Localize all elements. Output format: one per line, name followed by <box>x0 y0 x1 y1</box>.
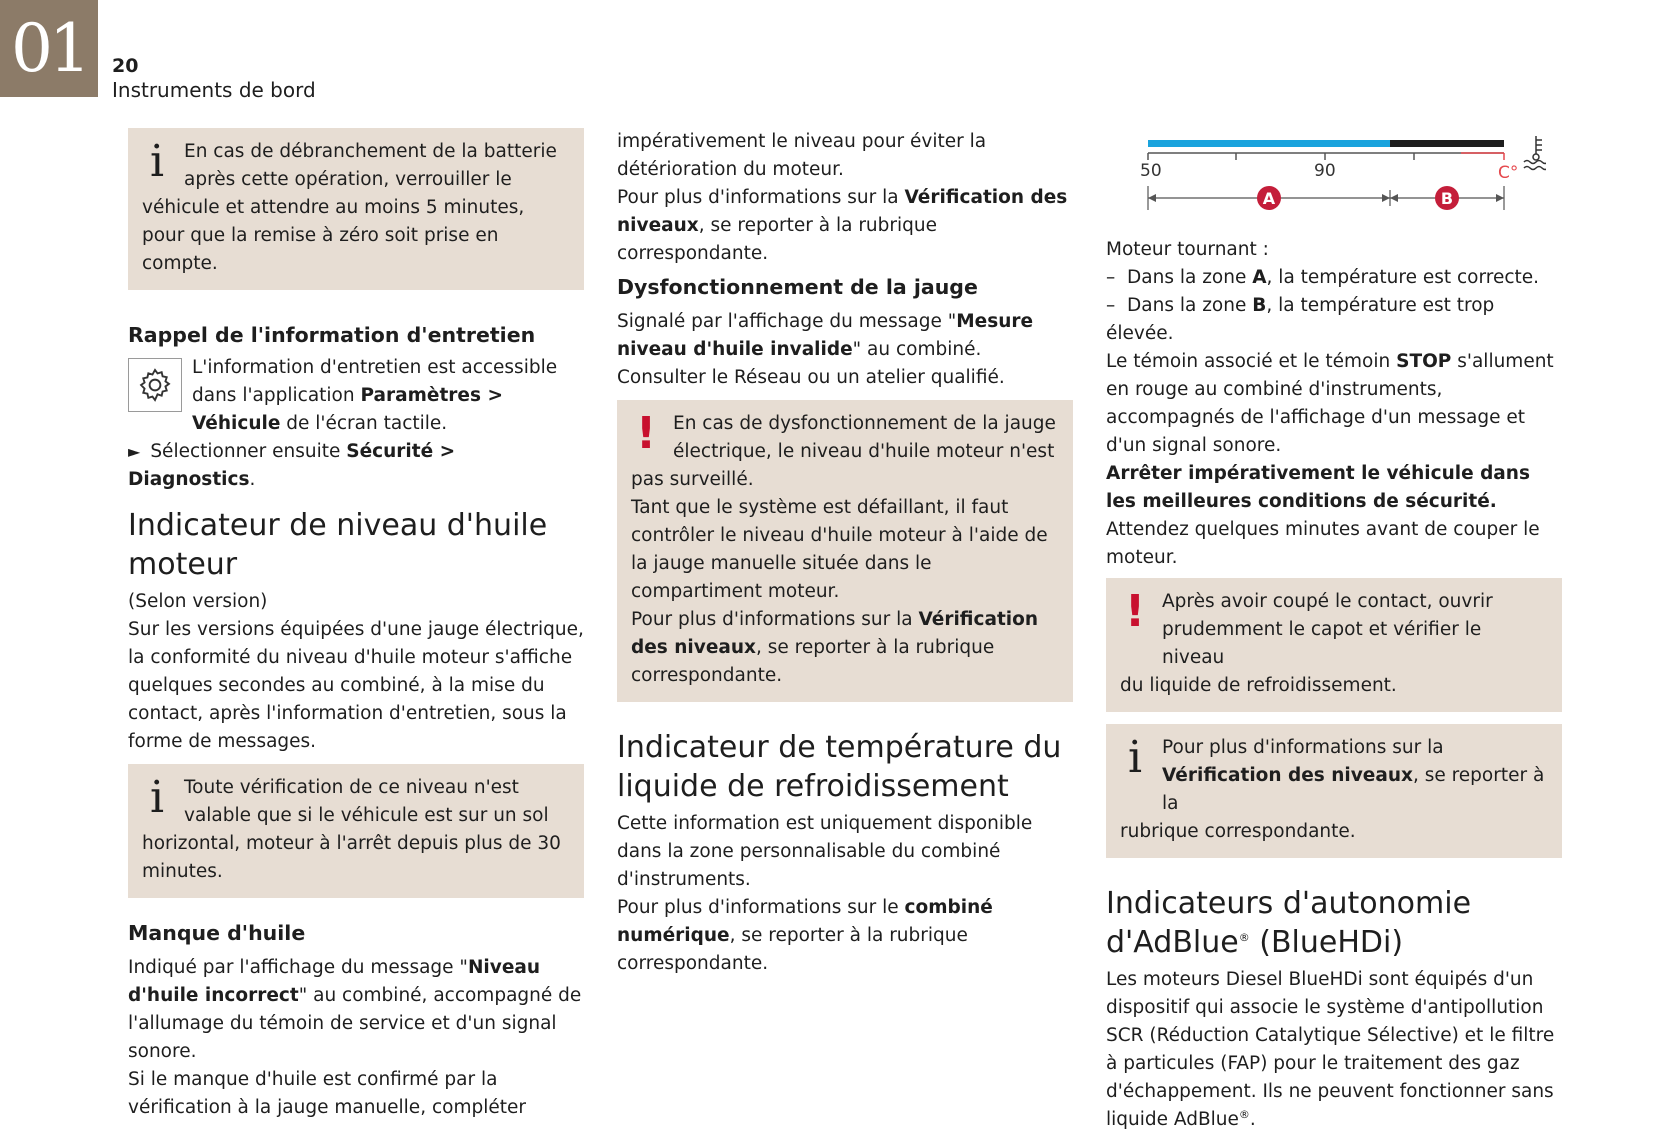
heading-rappel: Rappel de l'information d'entretien <box>128 323 536 347</box>
gauge-label-celsius: C° <box>1498 163 1519 183</box>
arrow-icon: ► <box>128 442 141 461</box>
info-icon: i <box>149 136 165 187</box>
box-text-2: Tant que le système est défaillant, il faut contrôler le niveau d'huile moteur à l'aide de la jauge manuelle située dans le compartiment moteur. <box>631 497 1048 602</box>
temp-more-text: Pour plus d'informations sur le combiné numérique, se reporter à la rubrique correspondante. <box>617 897 993 974</box>
info-box-verification <box>128 764 584 898</box>
gauge-bar-black <box>1390 140 1504 147</box>
section-title: Instruments de bord <box>112 78 316 102</box>
heading-niveau-huile: Indicateur de niveau d'huile moteur <box>128 508 548 582</box>
coolant-temperature-icon <box>1524 136 1546 170</box>
box-rest: pas surveillé. <box>631 469 754 490</box>
temp-text: Cette information est uniquement disponible dans la zone personnalisable du combiné d'instruments. <box>617 813 1033 890</box>
column-3 <box>1106 128 1562 1134</box>
warning-icon: ! <box>635 408 657 459</box>
manque-text-2: Si le manque d'huile est confirmé par la vérification à la jauge manuelle, compléter <box>128 1069 526 1118</box>
chapter-number: 01 <box>0 0 98 97</box>
warning-box-jauge <box>617 400 1073 702</box>
temperature-gauge <box>1106 128 1546 228</box>
dysf-text-2: Consulter le Réseau ou un atelier qualifié. <box>617 367 1005 388</box>
dysf-text: Signalé par l'affichage du message "Mesure niveau d'huile invalide" au combiné. <box>617 311 1034 360</box>
rappel-text: L'information d'entretien est accessible dans l'application Paramètres > Véhicule de l'écran tactile. <box>128 354 584 438</box>
warning-box-capot <box>1106 578 1562 712</box>
box-lead: En cas de dysfonctionnement de la jauge électrique, le niveau d'huile moteur n'est <box>673 413 1056 462</box>
heading-manque-huile: Manque d'huile <box>128 921 306 945</box>
box-lead: Pour plus d'informations sur la Vérification des niveaux, se reporter à la <box>1162 737 1545 814</box>
info-icon: i <box>149 772 165 823</box>
adblue-text: Les moteurs Diesel BlueHDi sont équipés d'un dispositif qui associe le système d'antipollution SCR (Réduction Catalytique Sélective) et le filtre à particules (FAP) pour le traitement des gaz d'échappement. Ils ne peuvent fonctionner sans liquide AdBlue®. <box>1106 969 1555 1130</box>
box-lead: Toute vérification de ce niveau n'est valable que si le véhicule est sur un sol <box>184 777 549 826</box>
warning-icon: ! <box>1124 586 1146 637</box>
gauge-label-90: 90 <box>1314 161 1336 181</box>
pour-plus-text: Pour plus d'informations sur la Vérification des niveaux, se reporter à la rubrique correspondante. <box>617 187 1068 264</box>
moteur-tournant: Moteur tournant : <box>1106 239 1269 260</box>
info-box-niveaux <box>1106 724 1562 858</box>
box-lead: Après avoir coupé le contact, ouvrir prudemment le capot et vérifier le niveau <box>1162 591 1493 668</box>
heading-adblue: Indicateurs d'autonomie d'AdBlue® (BlueHDi) <box>1106 886 1472 960</box>
box-rest: véhicule et attendre au moins 5 minutes, pour que la remise à zéro soit prise en compte. <box>142 197 525 274</box>
info-box-battery <box>128 128 584 290</box>
box-rest: rubrique correspondante. <box>1120 821 1356 842</box>
zone-b-label: B <box>1440 189 1454 208</box>
arrow-head <box>1496 194 1504 202</box>
column-2 <box>617 128 1073 978</box>
box-rest: horizontal, moteur à l'arrêt depuis plus de 30 minutes. <box>142 833 561 882</box>
gear-icon <box>128 358 182 412</box>
continued-text: impérativement le niveau pour éviter la détérioration du moteur. <box>617 131 987 180</box>
info-icon: i <box>1127 732 1143 783</box>
box-text-3: Pour plus d'informations sur la Vérification des niveaux, se reporter à la rubrique correspondante. <box>631 609 1039 686</box>
temoin-text: Le témoin associé et le témoin STOP s'allument en rouge au combiné d'instruments, accompagnés de l'affichage d'un message et d'un signal sonore. <box>1106 351 1554 456</box>
attendez-text: Attendez quelques minutes avant de couper le moteur. <box>1106 519 1540 568</box>
select-instruction: ► Sélectionner ensuite Sécurité > Diagnostics. <box>128 441 456 490</box>
arrow-head <box>1148 194 1156 202</box>
column-1 <box>128 128 584 1122</box>
heading-dysfonctionnement: Dysfonctionnement de la jauge <box>617 275 978 299</box>
arrow-head <box>1382 194 1390 202</box>
zone-b-text: – Dans la zone B, la température est trop élevée. <box>1106 295 1495 344</box>
box-lead: En cas de débranchement de la batterie après cette opération, verrouiller le <box>184 141 557 190</box>
arrow-head <box>1390 194 1398 202</box>
gauge-label-50: 50 <box>1140 161 1162 181</box>
arreter-text: Arrêter impérativement le véhicule dans les meilleures conditions de sécurité. <box>1106 463 1530 512</box>
page-number: 20 <box>112 55 139 77</box>
gauge-bar-blue <box>1148 140 1390 147</box>
manque-text: Indiqué par l'affichage du message "Niveau d'huile incorrect" au combiné, accompagné de l'allumage du témoin de service et d'un signal sonore. <box>128 957 582 1062</box>
box-rest: du liquide de refroidissement. <box>1120 675 1397 696</box>
niveau-text: Sur les versions équipées d'une jauge électrique, la conformité du niveau d'huile moteur s'affiche quelques secondes au combiné, à la mise du contact, après l'information d'entretien, sous la forme de messages. <box>128 619 584 752</box>
zone-a-label: A <box>1262 189 1276 208</box>
selon-version: (Selon version) <box>128 591 268 612</box>
heading-temperature: Indicateur de température du liquide de refroidissement <box>617 730 1062 804</box>
zone-a-text: – Dans la zone A, la température est correcte. <box>1106 267 1540 288</box>
